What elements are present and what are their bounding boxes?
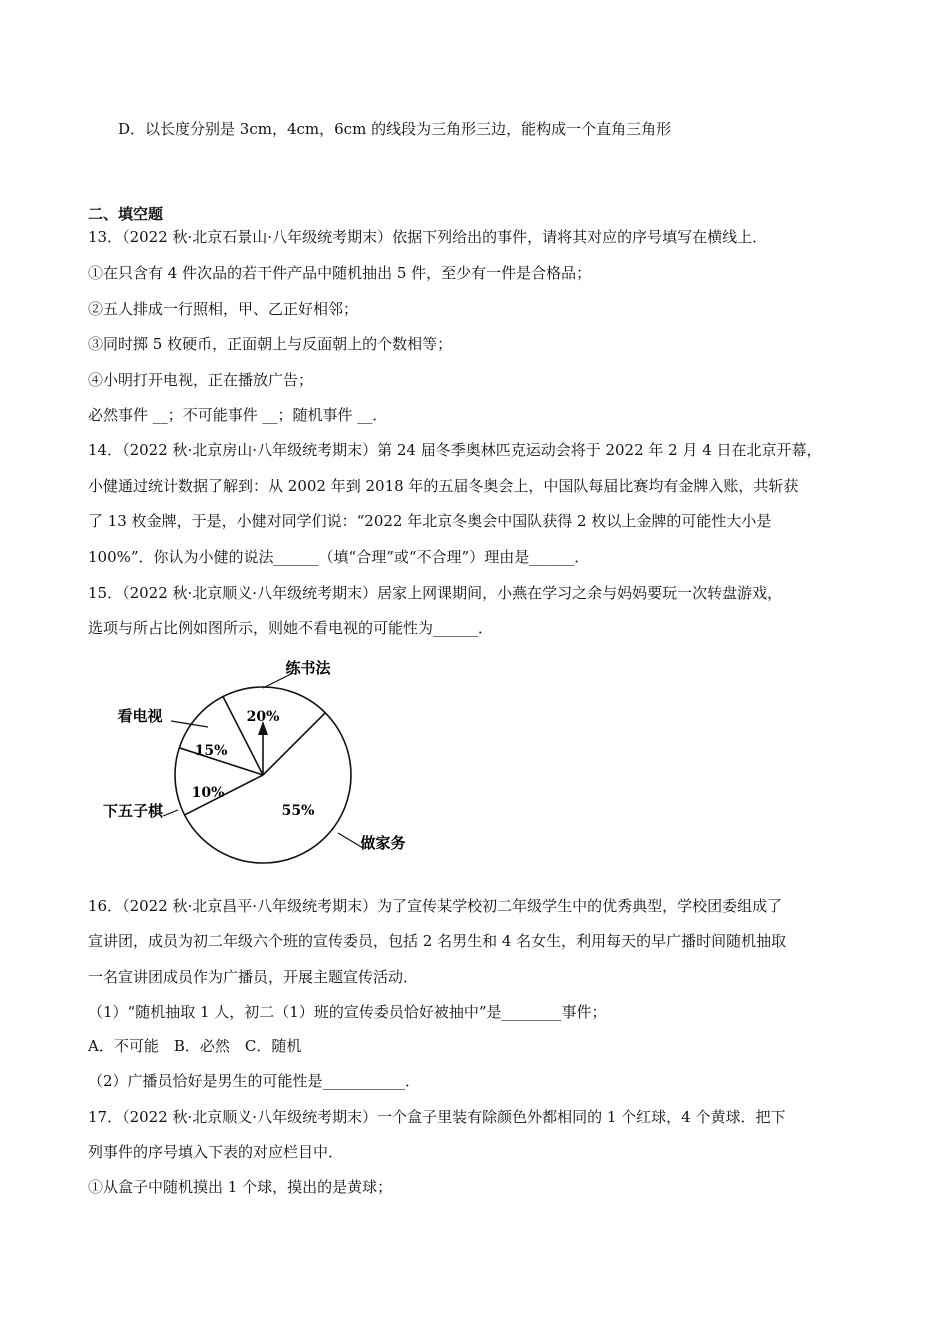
category-label-1: 练书法	[285, 659, 331, 677]
q16-options: A．不可能 B．必然 C．随机	[88, 1037, 302, 1055]
leader-line-4	[338, 833, 363, 848]
q14-line-4: 100%”．你认为小健的说法______（填“合理”或“不合理”）理由是______．	[88, 548, 590, 566]
category-label-4: 做家务	[360, 834, 406, 852]
q16-line-2: 宣讲团，成员为初二年级六个班的宣传委员，包括 2 名男生和 4 名女生，利用每天的早广播时间随机抽取	[88, 932, 787, 950]
q16-line-1: 16．（2022 秋·北京昌平·八年级统考期末）为了宣传某学校初二年级学生中的优秀典型，学校团委组成了	[88, 897, 783, 915]
q13-item-1: ①在只含有 4 件次品的若干件产品中随机抽出 5 件，至少有一件是合格品；	[88, 264, 592, 282]
value-label-4: 55%	[281, 803, 315, 819]
pie-chart	[88, 655, 428, 870]
leader-line-3	[163, 810, 178, 816]
q14-line-3: 了 13 枚金牌，于是，小健对同学们说：“2022 年北京冬奥会中国队获得 2 枚以上金牌的可能性大小是	[88, 512, 772, 530]
q13-item-2: ②五人排成一行照相，甲、乙正好相邻；	[88, 300, 359, 318]
q17-line-1: 17．（2022 秋·北京顺义·八年级统考期末）一个盒子里装有除颜色外都相同的 1 个红球，4 个黄球．把下	[88, 1108, 786, 1126]
q16-sub-1: （1）“随机抽取 1 人，初二（1）班的宣传委员恰好被抽中”是________事件；	[88, 1003, 607, 1021]
q16-line-3: 一名宣讲团成员作为广播员，开展主题宣传活动．	[88, 968, 419, 986]
q17-line-2: 列事件的序号填入下表的对应栏目中．	[88, 1143, 344, 1161]
value-label-1: 20%	[246, 709, 280, 725]
q13-item-4: ④小明打开电视，正在播放广告；	[88, 371, 314, 389]
q15-line-1: 15．（2022 秋·北京顺义·八年级统考期末）居家上网课期间，小燕在学习之余与妈妈要玩一次转盘游戏，	[88, 584, 783, 602]
value-label-3: 10%	[191, 785, 225, 801]
q13-stem: 13．（2022 秋·北京石景山·八年级统考期末）依据下列给出的事件，请将其对应的序号填写在横线上．	[88, 228, 768, 246]
option-d: D．以长度分别是 3cm，4cm，6cm 的线段为三角形三边，能构成一个直角三角形	[118, 120, 672, 138]
q14-line-2: 小健通过统计数据了解到：从 2002 年到 2018 年的五届冬奥会上，中国队每届比赛均有金牌入账，共斩获	[88, 477, 799, 495]
value-label-2: 15%	[194, 743, 228, 759]
q17-item-1: ①从盒子中随机摸出 1 个球，摸出的是黄球；	[88, 1178, 393, 1196]
q16-sub-2: （2）广播员恰好是男生的可能性是___________．	[88, 1072, 421, 1090]
q14-line-1: 14．（2022 秋·北京房山·八年级统考期末）第 24 届冬季奥林匹克运动会将于 2022 年 2 月 4 日在北京开幕，	[88, 441, 822, 459]
q13-answer-line: 必然事件 __；不可能事件 __；随机事件 __．	[88, 406, 388, 424]
q13-item-3: ③同时掷 5 枚硬币，正面朝上与反面朝上的个数相等；	[88, 335, 453, 353]
q15-line-2: 选项与所占比例如图所示，则她不看电视的可能性为______．	[88, 619, 494, 637]
section-title: 二、填空题	[88, 205, 164, 223]
category-label-3: 下五子棋	[102, 802, 164, 820]
category-label-2: 看电视	[117, 707, 163, 725]
